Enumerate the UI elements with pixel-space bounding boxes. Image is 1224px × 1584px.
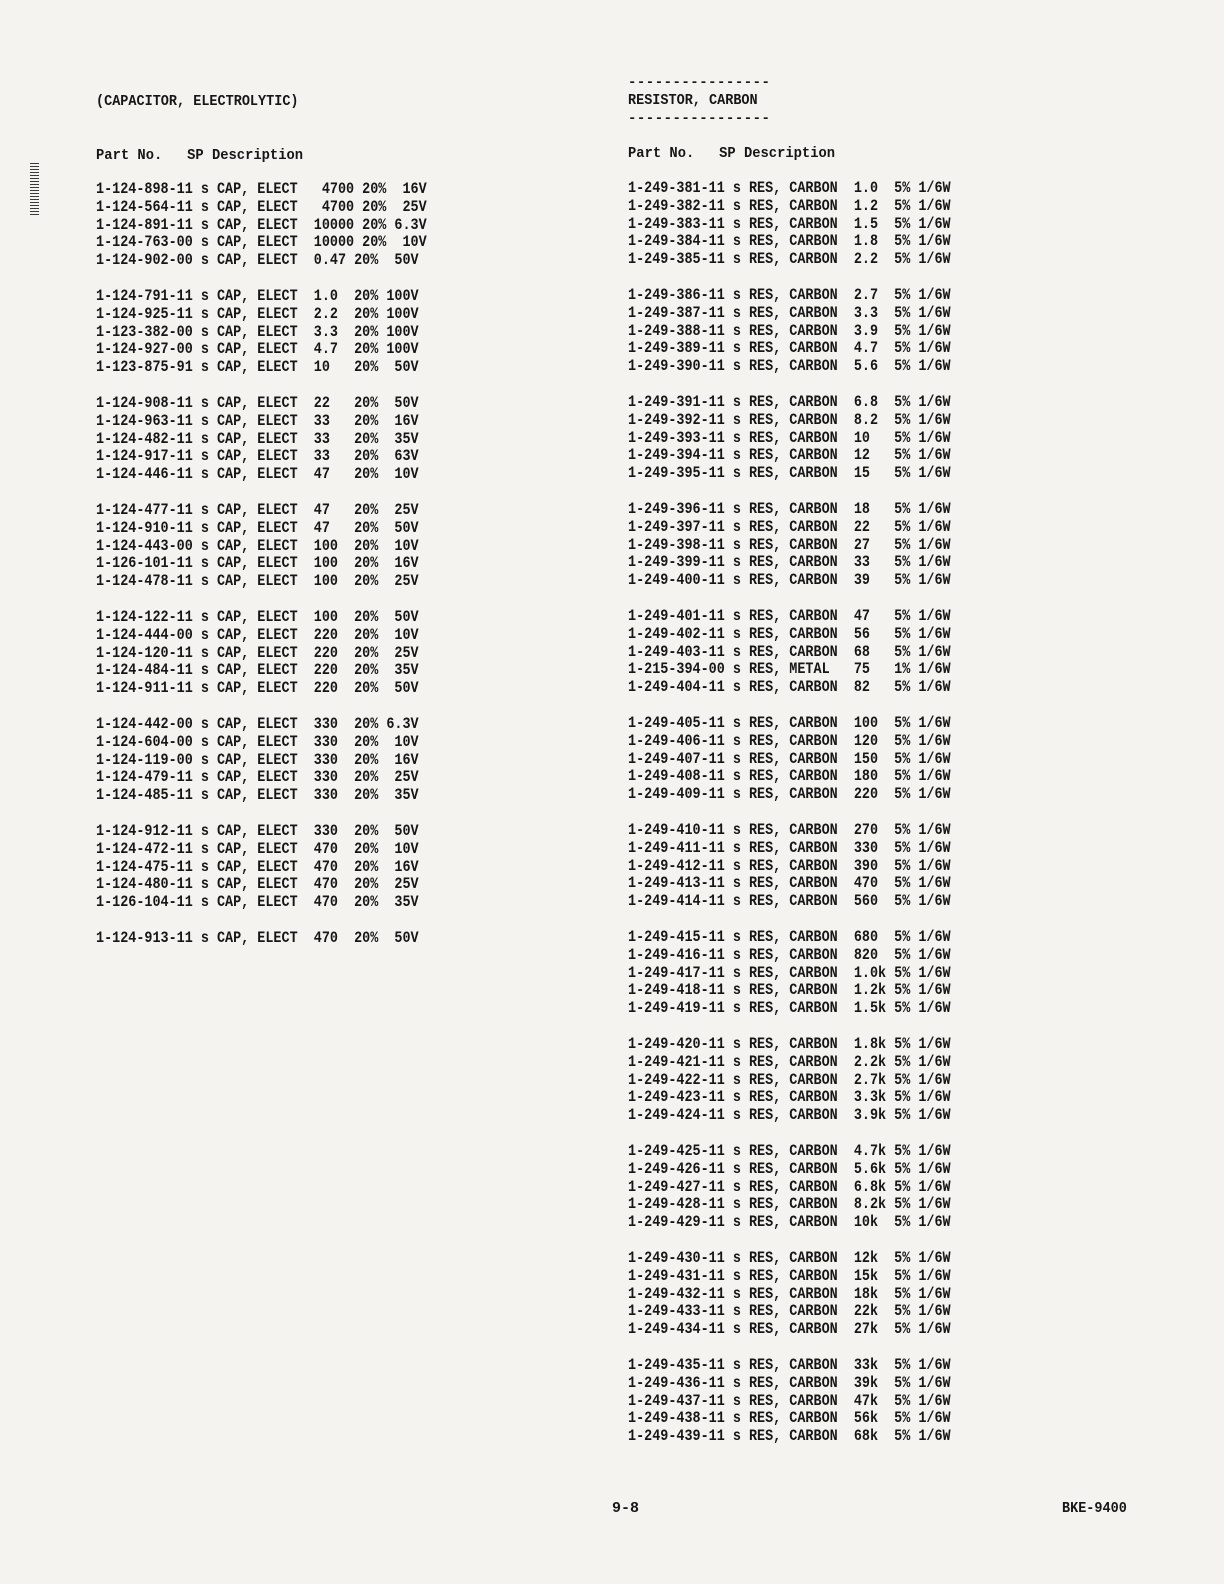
part-group [96,502,480,591]
part-group [628,822,1012,911]
part-row: 1-124-482-11 s CAP, ELECT 33 20% 35V [96,429,419,448]
part-row: 1-249-407-11 s RES, CARBON 150 5% 1/6W [628,749,951,768]
part-row: 1-249-411-11 s RES, CARBON 330 5% 1/6W [628,838,951,857]
part-row: 1-249-430-11 s RES, CARBON 12k 5% 1/6W [628,1249,951,1267]
part-row: 1-124-908-11 s CAP, ELECT 22 20% 50V [96,394,419,412]
part-row: 1-124-912-11 s CAP, ELECT 330 20% 50V [96,822,419,840]
part-row: 1-249-400-11 s RES, CARBON 39 5% 1/6W [628,571,951,590]
column-header: Part No. SP Description [96,147,304,164]
part-group [628,1143,1012,1232]
barcode-mark [30,163,39,217]
part-group [628,1250,1012,1339]
part-row: 1-124-791-11 s CAP, ELECT 1.0 20% 100V [96,287,419,305]
part-row: 1-249-386-11 s RES, CARBON 2.7 5% 1/6W [628,286,951,304]
part-row: 1-249-396-11 s RES, CARBON 18 5% 1/6W [628,500,951,518]
part-row: 1-249-420-11 s RES, CARBON 1.8k 5% 1/6W [628,1035,951,1053]
part-row: 1-124-442-00 s CAP, ELECT 330 20% 6.3V [96,715,419,733]
part-row: 1-249-391-11 s RES, CARBON 6.8 5% 1/6W [628,393,951,411]
part-row: 1-249-385-11 s RES, CARBON 2.2 5% 1/6W [628,250,951,269]
part-row: 1-124-444-00 s CAP, ELECT 220 20% 10V [96,625,419,644]
part-row: 1-124-480-11 s CAP, ELECT 470 20% 25V [96,875,419,894]
part-row: 1-249-425-11 s RES, CARBON 4.7k 5% 1/6W [628,1142,951,1160]
part-row: 1-123-382-00 s CAP, ELECT 3.3 20% 100V [96,322,419,341]
part-group [628,501,1012,590]
part-row: 1-249-416-11 s RES, CARBON 820 5% 1/6W [628,945,951,964]
part-row: 1-124-913-11 s CAP, ELECT 470 20% 50V [96,929,419,947]
part-row: 1-249-383-11 s RES, CARBON 1.5 5% 1/6W [628,214,951,233]
part-row: 1-249-392-11 s RES, CARBON 8.2 5% 1/6W [628,410,951,429]
part-row: 1-124-475-11 s CAP, ELECT 470 20% 16V [96,857,419,876]
part-row: 1-249-404-11 s RES, CARBON 82 5% 1/6W [628,678,951,697]
part-row: 1-249-382-11 s RES, CARBON 1.2 5% 1/6W [628,196,951,215]
part-row: 1-249-431-11 s RES, CARBON 15k 5% 1/6W [628,1266,951,1285]
part-row: 1-124-119-00 s CAP, ELECT 330 20% 16V [96,750,419,769]
part-row: 1-249-423-11 s RES, CARBON 3.3k 5% 1/6W [628,1088,951,1107]
part-row: 1-249-428-11 s RES, CARBON 8.2k 5% 1/6W [628,1195,951,1214]
page-number: 9-8 [612,1500,640,1517]
part-row: 1-249-405-11 s RES, CARBON 100 5% 1/6W [628,714,951,732]
part-group [628,1036,1012,1125]
part-group [96,930,480,948]
part-row: 1-123-875-91 s CAP, ELECT 10 20% 50V [96,358,419,377]
part-row: 1-249-403-11 s RES, CARBON 68 5% 1/6W [628,642,951,661]
part-row: 1-249-410-11 s RES, CARBON 270 5% 1/6W [628,821,951,839]
part-row: 1-124-911-11 s CAP, ELECT 220 20% 50V [96,679,419,698]
part-row: 1-249-434-11 s RES, CARBON 27k 5% 1/6W [628,1320,951,1339]
part-row: 1-249-418-11 s RES, CARBON 1.2k 5% 1/6W [628,981,951,1000]
part-row: 1-249-387-11 s RES, CARBON 3.3 5% 1/6W [628,303,951,322]
section-title: (CAPACITOR, ELECTROLYTIC) [96,93,299,110]
part-row: 1-124-917-11 s CAP, ELECT 33 20% 63V [96,447,419,466]
part-row: 1-249-414-11 s RES, CARBON 560 5% 1/6W [628,892,951,911]
part-row: 1-124-927-00 s CAP, ELECT 4.7 20% 100V [96,340,419,359]
part-row: 1-124-898-11 s CAP, ELECT 4700 20% 16V [96,180,427,198]
part-group [96,716,480,805]
part-group [628,1357,1012,1446]
part-row: 1-249-437-11 s RES, CARBON 47k 5% 1/6W [628,1391,951,1410]
title-rule-top: ---------------- [628,75,771,91]
part-row: 1-249-429-11 s RES, CARBON 10k 5% 1/6W [628,1213,951,1232]
part-row: 1-249-435-11 s RES, CARBON 33k 5% 1/6W [628,1356,951,1374]
part-row: 1-249-436-11 s RES, CARBON 39k 5% 1/6W [628,1373,951,1392]
title-rule-bottom: ---------------- [628,111,771,127]
part-row: 1-124-763-00 s CAP, ELECT 10000 20% 10V [96,233,427,252]
part-row: 1-249-381-11 s RES, CARBON 1.0 5% 1/6W [628,179,951,197]
part-row: 1-124-925-11 s CAP, ELECT 2.2 20% 100V [96,304,419,323]
part-row: 1-124-564-11 s CAP, ELECT 4700 20% 25V [96,197,427,216]
part-row: 1-124-891-11 s CAP, ELECT 10000 20% 6.3V [96,215,427,234]
part-row: 1-124-472-11 s CAP, ELECT 470 20% 10V [96,839,419,858]
part-row: 1-124-479-11 s CAP, ELECT 330 20% 25V [96,768,419,787]
part-row: 1-249-406-11 s RES, CARBON 120 5% 1/6W [628,731,951,750]
part-row: 1-249-438-11 s RES, CARBON 56k 5% 1/6W [628,1409,951,1428]
part-row: 1-249-432-11 s RES, CARBON 18k 5% 1/6W [628,1284,951,1303]
part-row: 1-249-393-11 s RES, CARBON 10 5% 1/6W [628,428,951,447]
part-group [96,288,480,377]
part-row: 1-249-390-11 s RES, CARBON 5.6 5% 1/6W [628,357,951,376]
column-header: Part No. SP Description [628,145,836,162]
part-row: 1-124-485-11 s CAP, ELECT 330 20% 35V [96,786,419,805]
part-row: 1-124-446-11 s CAP, ELECT 47 20% 10V [96,465,419,484]
part-row: 1-249-439-11 s RES, CARBON 68k 5% 1/6W [628,1427,951,1446]
part-row: 1-249-401-11 s RES, CARBON 47 5% 1/6W [628,607,951,625]
part-row: 1-124-484-11 s CAP, ELECT 220 20% 35V [96,661,419,680]
part-group [628,608,1012,697]
part-group [628,180,1012,269]
part-row: 1-249-408-11 s RES, CARBON 180 5% 1/6W [628,767,951,786]
part-row: 1-249-388-11 s RES, CARBON 3.9 5% 1/6W [628,321,951,340]
part-group [628,715,1012,804]
part-row: 1-249-422-11 s RES, CARBON 2.7k 5% 1/6W [628,1070,951,1089]
part-row: 1-124-910-11 s CAP, ELECT 47 20% 50V [96,518,419,537]
part-row: 1-124-122-11 s CAP, ELECT 100 20% 50V [96,608,419,626]
part-group [628,287,1012,376]
part-row: 1-249-417-11 s RES, CARBON 1.0k 5% 1/6W [628,963,951,982]
part-row: 1-249-415-11 s RES, CARBON 680 5% 1/6W [628,928,951,946]
part-row: 1-249-402-11 s RES, CARBON 56 5% 1/6W [628,624,951,643]
model-number: BKE-9400 [1062,1500,1127,1517]
part-row: 1-124-963-11 s CAP, ELECT 33 20% 16V [96,411,419,430]
part-row: 1-249-397-11 s RES, CARBON 22 5% 1/6W [628,517,951,536]
part-row: 1-124-477-11 s CAP, ELECT 47 20% 25V [96,501,419,519]
part-row: 1-249-421-11 s RES, CARBON 2.2k 5% 1/6W [628,1052,951,1071]
part-row: 1-249-394-11 s RES, CARBON 12 5% 1/6W [628,446,951,465]
section-title: RESISTOR, CARBON [628,92,758,109]
part-row: 1-249-426-11 s RES, CARBON 5.6k 5% 1/6W [628,1159,951,1178]
part-group [96,609,480,698]
part-row: 1-124-902-00 s CAP, ELECT 0.47 20% 50V [96,251,419,270]
part-row: 1-249-412-11 s RES, CARBON 390 5% 1/6W [628,856,951,875]
part-row: 1-249-427-11 s RES, CARBON 6.8k 5% 1/6W [628,1177,951,1196]
part-row: 1-249-409-11 s RES, CARBON 220 5% 1/6W [628,785,951,804]
part-row: 1-215-394-00 s RES, METAL 75 1% 1/6W [628,660,951,679]
part-group [96,181,490,270]
part-row: 1-249-395-11 s RES, CARBON 15 5% 1/6W [628,464,951,483]
part-group [628,929,1012,1018]
part-row: 1-124-443-00 s CAP, ELECT 100 20% 10V [96,536,419,555]
part-group [96,823,480,912]
part-row: 1-249-424-11 s RES, CARBON 3.9k 5% 1/6W [628,1106,951,1125]
part-row: 1-249-433-11 s RES, CARBON 22k 5% 1/6W [628,1302,951,1321]
part-row: 1-126-101-11 s CAP, ELECT 100 20% 16V [96,554,419,573]
part-row: 1-249-384-11 s RES, CARBON 1.8 5% 1/6W [628,232,951,251]
part-row: 1-249-419-11 s RES, CARBON 1.5k 5% 1/6W [628,999,951,1018]
part-group [628,394,1012,483]
part-row: 1-124-120-11 s CAP, ELECT 220 20% 25V [96,643,419,662]
part-row: 1-126-104-11 s CAP, ELECT 470 20% 35V [96,893,419,912]
part-row: 1-124-604-00 s CAP, ELECT 330 20% 10V [96,732,419,751]
part-row: 1-124-478-11 s CAP, ELECT 100 20% 25V [96,572,419,591]
part-row: 1-249-399-11 s RES, CARBON 33 5% 1/6W [628,553,951,572]
part-row: 1-249-389-11 s RES, CARBON 4.7 5% 1/6W [628,339,951,358]
part-group [96,395,480,484]
part-row: 1-249-413-11 s RES, CARBON 470 5% 1/6W [628,874,951,893]
part-row: 1-249-398-11 s RES, CARBON 27 5% 1/6W [628,535,951,554]
